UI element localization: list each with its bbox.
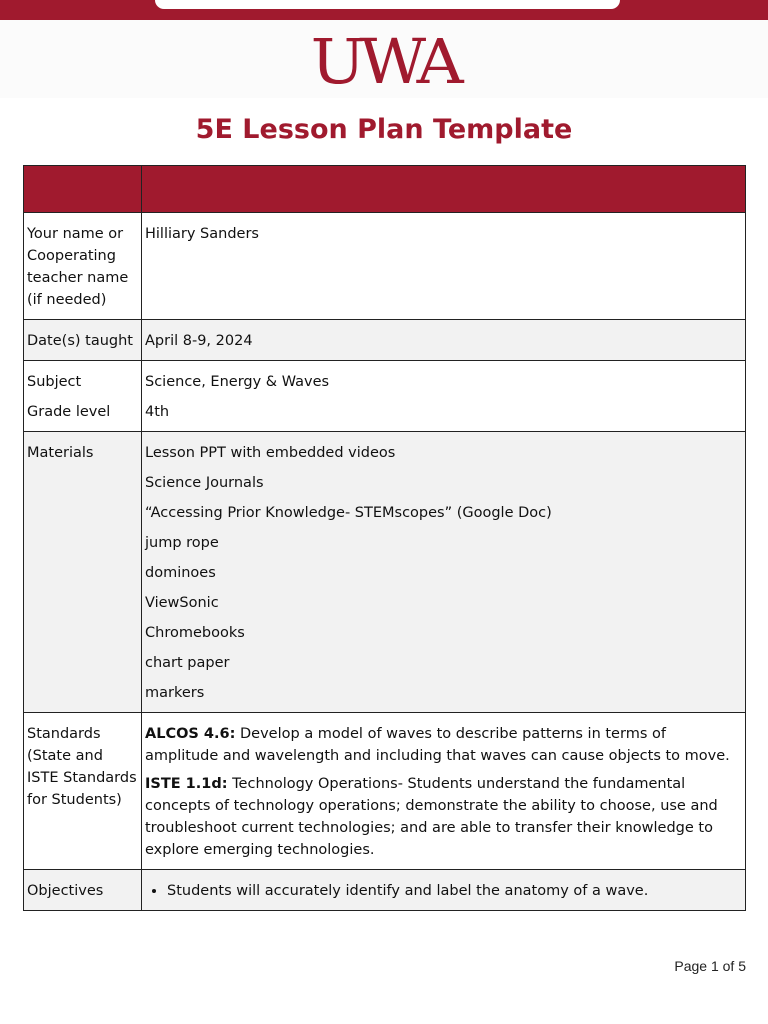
row-objectives (24, 870, 746, 911)
subject-value: Science, Energy & Waves (145, 374, 330, 390)
page-title: 5E Lesson Plan Template (195, 114, 573, 145)
top-banner-notch (155, 0, 620, 9)
standards-list (142, 713, 746, 870)
page-number: Page 1 of 5 (674, 958, 746, 974)
materials-item: ViewSonic (145, 595, 219, 611)
row-dates (24, 320, 746, 361)
header-cell-right (142, 166, 746, 213)
standard-item (145, 773, 742, 861)
uwa-logo: UWA (310, 25, 458, 98)
dates-value: April 8-9, 2024 (142, 320, 746, 361)
objectives-bullets (145, 880, 742, 902)
grade-value: 4th (145, 404, 170, 420)
subject-label: Subject (27, 374, 82, 390)
subject-grade-labels (24, 361, 142, 432)
materials-item: Science Journals (145, 475, 264, 491)
materials-item: Lesson PPT with embedded videos (145, 445, 396, 461)
materials-list (142, 432, 746, 713)
materials-item: chart paper (145, 655, 230, 671)
name-value: Hilliary Sanders (142, 213, 746, 320)
materials-item: markers (145, 685, 205, 701)
dates-label: Date(s) taught (24, 320, 142, 361)
standard-text: Develop a model of waves to describe patterns in terms of amplitude and wavelength and including that waves can cause objects to move. (145, 726, 730, 764)
table-header-row (24, 166, 746, 213)
standard-code: ISTE 1.1d: (145, 776, 228, 792)
objectives-label: Objectives (24, 870, 142, 911)
materials-item: jump rope (145, 535, 219, 551)
materials-item: Chromebooks (145, 625, 245, 641)
row-subject-grade (24, 361, 746, 432)
row-name (24, 213, 746, 320)
grade-label: Grade level (27, 404, 111, 420)
objectives-list (142, 870, 746, 911)
standard-code: ALCOS 4.6: (145, 726, 236, 742)
top-banner (0, 0, 768, 20)
materials-item: “Accessing Prior Knowledge- STEMscopes” (Google Doc) (145, 505, 552, 521)
standard-text: Technology Operations- Students understand the fundamental concepts of technology operations; demonstrate the ability to choose, use and troubleshoot current technologies; and are able to transfer their knowledge to explore emerging technologies. (145, 776, 718, 858)
materials-label: Materials (24, 432, 142, 713)
standard-item (145, 723, 742, 767)
subject-grade-values (142, 361, 746, 432)
objective-item: • Students will accurately identify and label the anatomy of a wave. (167, 880, 742, 902)
header-cell-left (24, 166, 142, 213)
row-materials (24, 432, 746, 713)
name-label: Your name or Cooperating teacher name (if needed) (24, 213, 142, 320)
row-standards (24, 713, 746, 870)
standards-label: Standards (State and ISTE Standards for Students) (24, 713, 142, 870)
materials-item: dominoes (145, 565, 216, 581)
lesson-plan-table (23, 165, 746, 911)
